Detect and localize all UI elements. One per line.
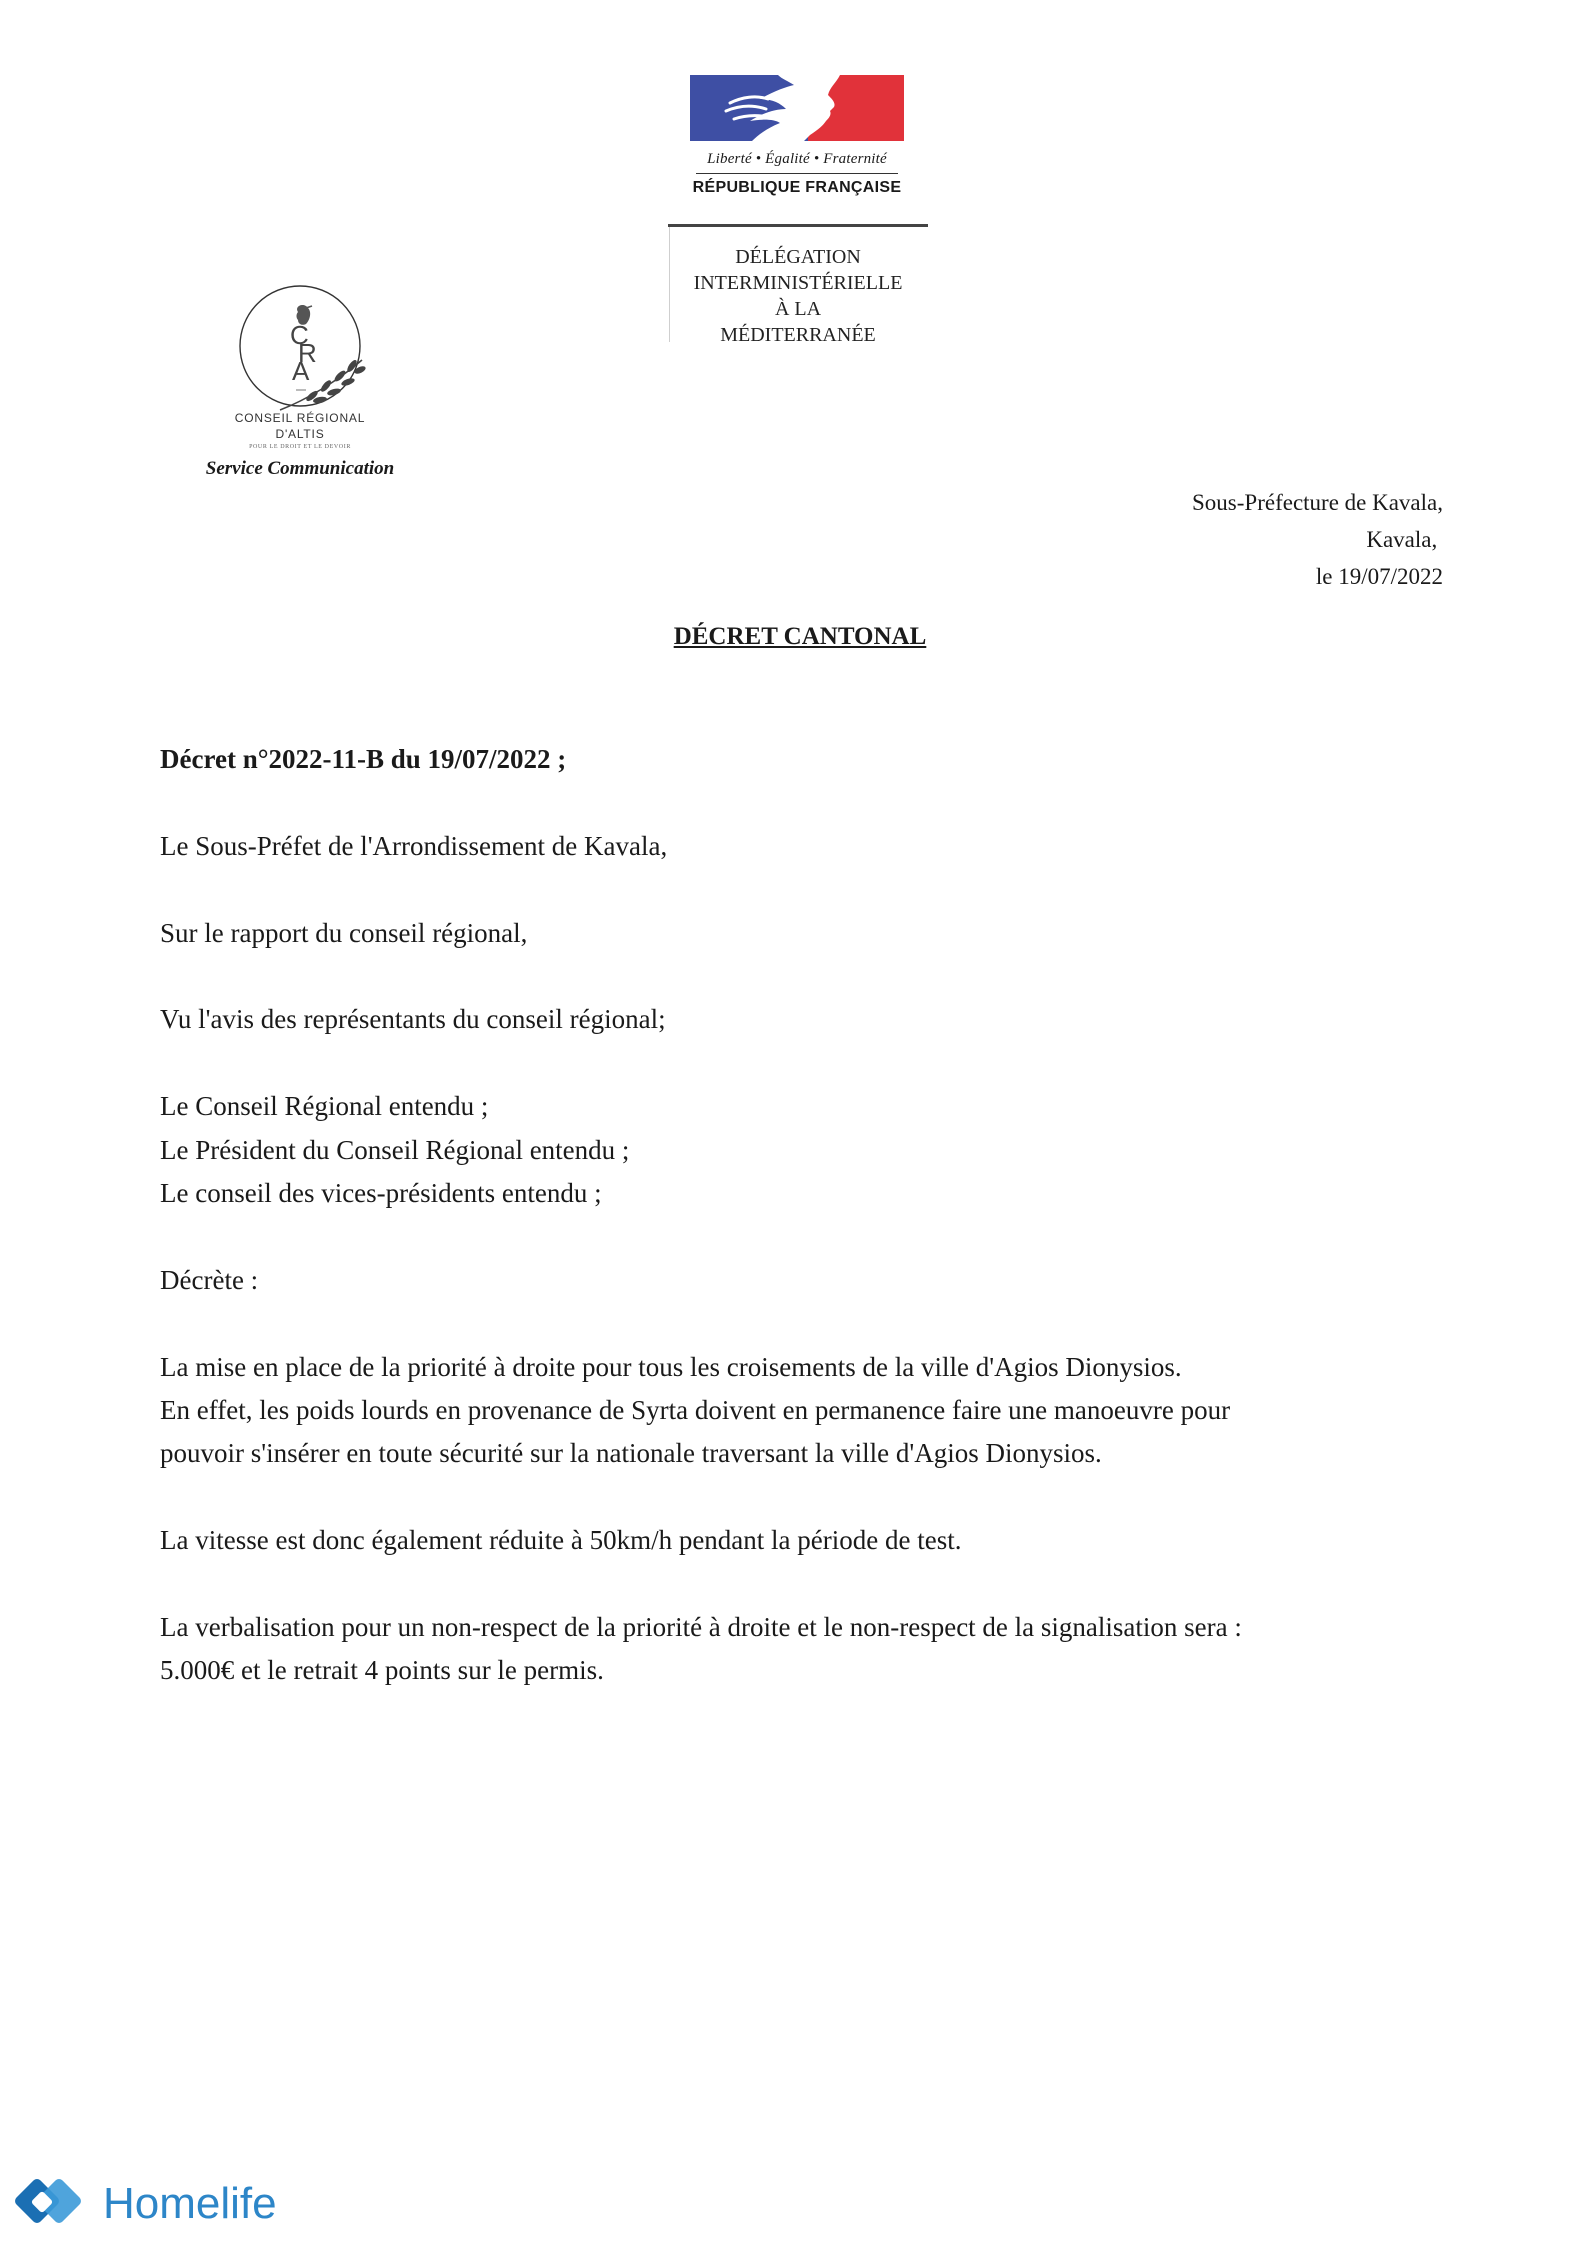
report-paragraph: Sur le rapport du conseil régional, bbox=[160, 917, 528, 948]
heard-paragraph bbox=[160, 1085, 1460, 1215]
heard-line: Le Président du Conseil Régional entendu ; bbox=[160, 1134, 630, 1165]
delegation-name: DÉLÉGATION INTERMINISTÉRIELLE À LA MÉDITERRANÉE bbox=[693, 246, 903, 346]
article-priority bbox=[160, 1346, 1460, 1476]
opinion-paragraph: Vu l'avis des représentants du conseil régional; bbox=[160, 1004, 666, 1035]
heard-line: Le Conseil Régional entendu ; bbox=[160, 1091, 489, 1122]
cra-wordmark bbox=[218, 410, 382, 442]
cra-name-line1: CONSEIL RÉGIONAL bbox=[234, 411, 366, 425]
cra-tagline: POUR LE DROIT ET LE DEVOIR bbox=[249, 444, 351, 450]
heard-line: Le conseil des vices-présidents entendu ; bbox=[160, 1178, 602, 1208]
republique-francaise-text: RÉPUBLIQUE FRANÇAISE bbox=[692, 179, 902, 196]
homelife-logo-icon bbox=[8, 2168, 108, 2238]
article-fine bbox=[160, 1606, 1460, 1693]
decrete-label: Décrète : bbox=[160, 1264, 259, 1295]
cra-monogram-c: C bbox=[290, 320, 309, 350]
republique-francaise-logo bbox=[690, 75, 904, 207]
document-title: DÉCRET CANTONAL bbox=[673, 623, 927, 650]
header-divider bbox=[668, 224, 928, 227]
devise-text: Liberté • Égalité • Fraternité bbox=[707, 151, 887, 167]
issuer-paragraph: Le Sous-Préfet de l'Arrondissement de Kavala, bbox=[160, 830, 668, 861]
article-speed: La vitesse est donc également réduite à 50km/h pendant la période de test. bbox=[160, 1525, 962, 1556]
cra-name-line2: D'ALTIS bbox=[275, 427, 325, 441]
cra-monogram-a: A bbox=[292, 356, 310, 386]
cra-monogram-r: R bbox=[298, 338, 317, 368]
sender-block bbox=[943, 484, 1443, 595]
sender-office: Sous-Préfecture de Kavala, bbox=[1192, 490, 1443, 515]
homelife-brand: Homelife bbox=[103, 2179, 277, 2228]
article-line: pouvoir s'insérer en toute sécurité sur la nationale traversant la ville d'Agios Dionysios. bbox=[160, 1438, 1102, 1469]
article-line: 5.000€ et le retrait 4 points sur le permis. bbox=[160, 1655, 604, 1686]
document-body bbox=[160, 738, 1460, 1736]
article-line: La mise en place de la priorité à droite pour tous les croisements de la ville d'Agios Dionysios. bbox=[160, 1351, 1182, 1382]
article-line: La verbalisation pour un non-respect de la priorité à droite et le non-respect de la signalisation sera : bbox=[160, 1612, 1242, 1642]
service-name: Service Communication bbox=[205, 458, 395, 479]
marianne-flag-icon bbox=[690, 75, 904, 141]
homelife-watermark bbox=[8, 2168, 308, 2238]
sender-date: le 19/07/2022 bbox=[1315, 564, 1443, 589]
article-line: En effet, les poids lourds en provenance de Syrta doivent en permanence faire une manoeuvre pour bbox=[160, 1395, 1231, 1425]
devise-divider bbox=[696, 173, 898, 174]
sender-city: Kavala, bbox=[1366, 527, 1443, 552]
decree-reference: Décret n°2022-11-B du 19/07/2022 ; bbox=[160, 744, 567, 774]
